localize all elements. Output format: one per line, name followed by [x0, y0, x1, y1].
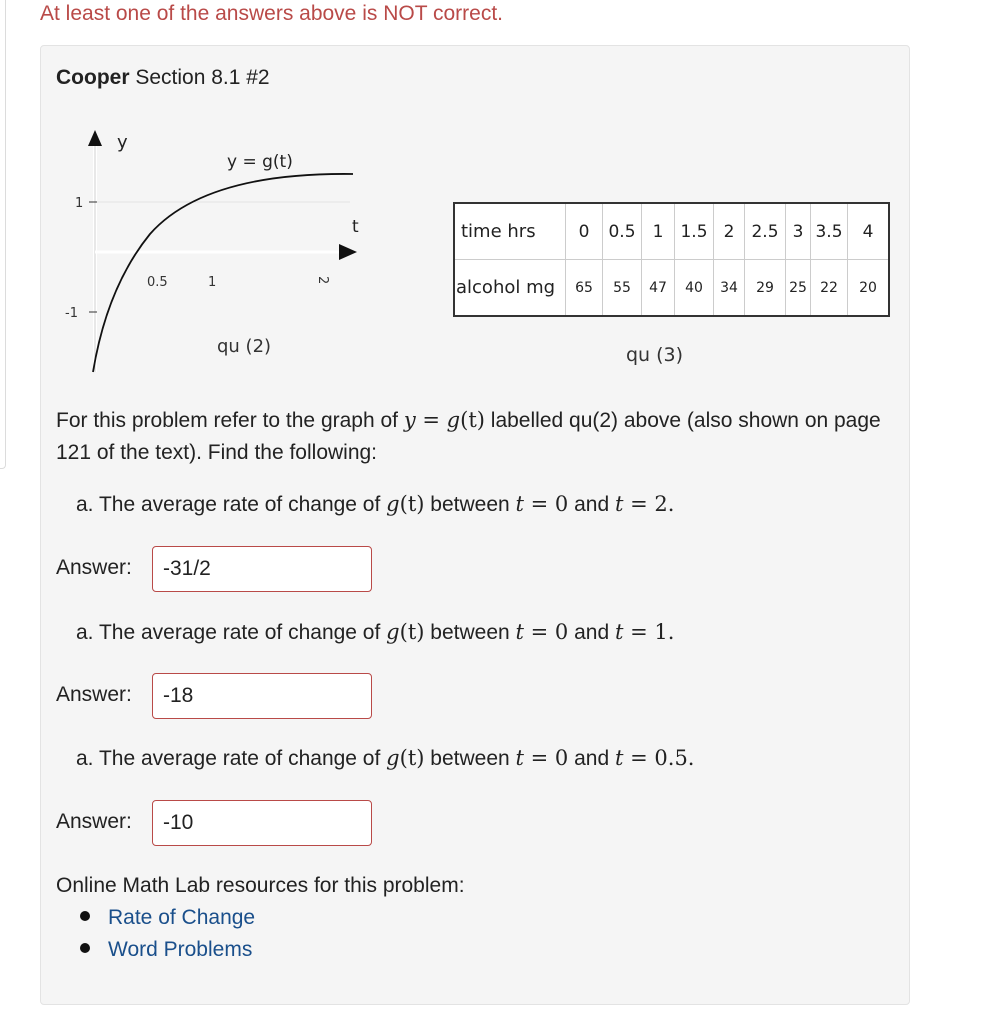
math-var: t — [515, 620, 524, 644]
table-cell: 47 — [642, 260, 675, 317]
table-cell: 0 — [566, 203, 603, 260]
table-cell: 65 — [566, 260, 603, 317]
question-prefix: a. — [76, 493, 99, 516]
tick-y-1: 1 — [75, 196, 84, 211]
math-eq: = 0 — [523, 746, 569, 770]
question-between: between — [424, 747, 516, 770]
question-and: and — [568, 747, 616, 770]
link-rate-of-change[interactable]: Rate of Change — [108, 906, 256, 929]
problem-instructions — [56, 404, 886, 469]
math-fn-arg: (t) — [399, 746, 425, 770]
table-cell: 4 — [848, 203, 890, 260]
table-cell: 3.5 — [811, 203, 848, 260]
math-eq: = 2. — [623, 492, 675, 516]
y-axis-label: y — [117, 132, 128, 153]
table-cell: 29 — [745, 260, 786, 317]
tick-y-neg1: -1 — [65, 306, 78, 321]
math-fn-arg: (t) — [399, 620, 425, 644]
math-eq: = 0 — [523, 620, 569, 644]
table-cell: 40 — [675, 260, 714, 317]
table-cell: 1.5 — [675, 203, 714, 260]
question-between: between — [424, 621, 516, 644]
table-row-time — [454, 203, 889, 260]
math-var: t — [515, 746, 524, 770]
problem-title-bold: Cooper — [56, 66, 130, 89]
math-eq: = 0 — [523, 492, 569, 516]
question-prefix: a. — [76, 747, 99, 770]
math-fn: g — [386, 746, 400, 770]
math-fn: g — [386, 492, 400, 516]
table-cell: 0.5 — [603, 203, 642, 260]
table-cell: 2 — [714, 203, 745, 260]
incorrect-warning: At least one of the answers above is NOT correct. — [40, 2, 503, 25]
math-g-arg: (t) — [460, 408, 485, 432]
math-fn: g — [386, 620, 400, 644]
data-table-wrap — [453, 202, 890, 317]
math-equals: = — [415, 408, 447, 432]
x-axis-label: t — [352, 217, 359, 237]
question-text: The average rate of change of — [98, 747, 387, 770]
math-var: t — [615, 620, 624, 644]
answer-input-1[interactable] — [152, 546, 372, 592]
question-and: and — [568, 621, 616, 644]
answer-label-3: Answer: — [56, 810, 132, 833]
curve-label: y = g(t) — [227, 152, 293, 172]
left-rule — [0, 0, 6, 469]
bullet-icon — [80, 911, 90, 921]
table-row-alcohol — [454, 260, 889, 317]
question-between: between — [424, 493, 516, 516]
math-y: y — [403, 408, 416, 432]
question-text: The average rate of change of — [98, 621, 387, 644]
row-label-time: time hrs — [454, 203, 566, 260]
table-cell: 20 — [848, 260, 890, 317]
answer-label-2: Answer: — [56, 683, 132, 706]
table-cell: 1 — [642, 203, 675, 260]
table-cell: 2.5 — [745, 203, 786, 260]
table-cell: 34 — [714, 260, 745, 317]
resource-item-word-problems — [80, 938, 252, 962]
graph-qu2 — [55, 122, 365, 377]
math-var: t — [615, 492, 624, 516]
table-cell: 22 — [811, 260, 848, 317]
link-word-problems[interactable]: Word Problems — [108, 938, 253, 961]
answer-input-3[interactable] — [152, 800, 372, 846]
math-fn-arg: (t) — [399, 492, 425, 516]
question-text: The average rate of change of — [98, 493, 387, 516]
instructions-text-1: For this problem refer to the graph of — [56, 409, 404, 432]
resource-item-rate-of-change — [80, 906, 255, 930]
tick-x-2: 2 — [315, 276, 330, 285]
instructions-text-2: labelled qu(2) above (also shown on page 121 of the text). Find the following: — [56, 409, 881, 464]
data-table-qu3 — [453, 202, 890, 317]
table-cell: 25 — [786, 260, 811, 317]
problem-title — [56, 66, 270, 90]
bullet-icon — [80, 943, 90, 953]
math-eq: = 1. — [623, 620, 675, 644]
question-and: and — [568, 493, 616, 516]
table-cell: 3 — [786, 203, 811, 260]
answer-input-2[interactable] — [152, 673, 372, 719]
math-var: t — [615, 746, 624, 770]
math-eq: = 0.5. — [623, 746, 695, 770]
question-1 — [76, 492, 674, 517]
math-var: t — [515, 492, 524, 516]
question-3 — [76, 746, 695, 771]
table-cell: 55 — [603, 260, 642, 317]
answer-label-1: Answer: — [56, 556, 132, 579]
graph-caption: qu (2) — [217, 336, 272, 357]
question-2 — [76, 620, 674, 645]
problem-title-section: Section 8.1 #2 — [129, 66, 270, 89]
tick-x-1: 1 — [208, 275, 217, 290]
resources-title: Online Math Lab resources for this problem: — [56, 874, 465, 897]
table-caption: qu (3) — [626, 344, 684, 366]
row-label-alcohol: alcohol mg — [456, 277, 556, 298]
math-g: g — [446, 408, 461, 432]
question-prefix: a. — [76, 621, 99, 644]
tick-x-0.5: 0.5 — [147, 275, 168, 290]
